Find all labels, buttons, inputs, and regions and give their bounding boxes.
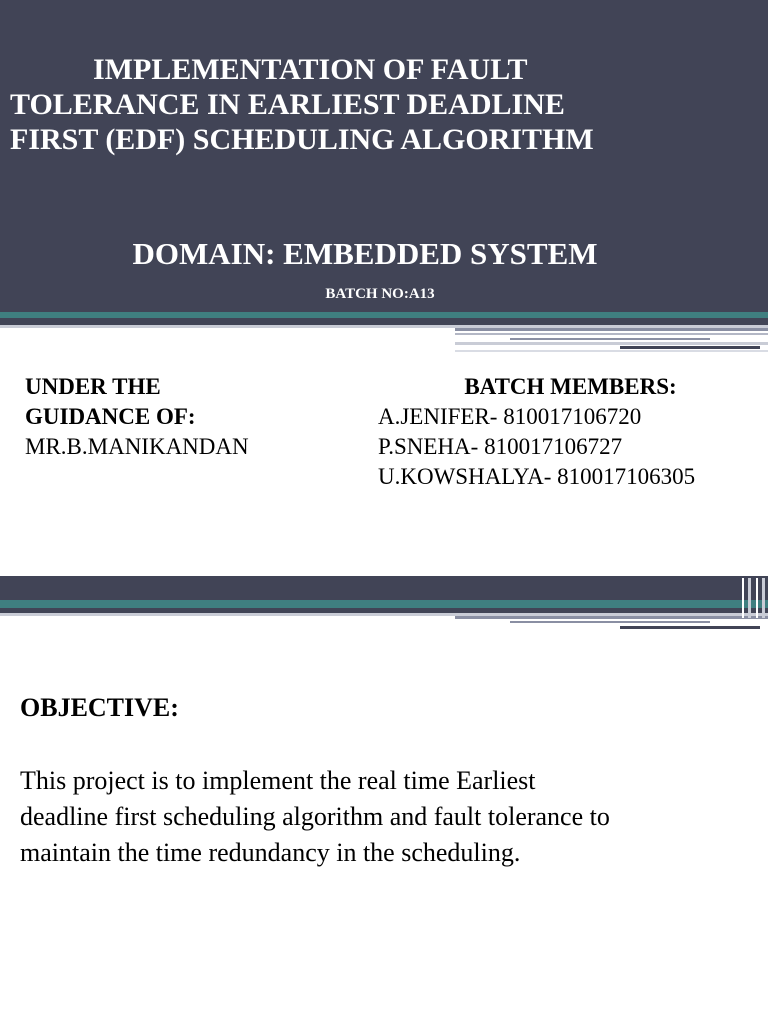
guidance-block bbox=[25, 372, 365, 462]
guide-name: MR.B.MANIKANDAN bbox=[25, 434, 249, 459]
member-item: A.JENIFER- 810017106720 bbox=[378, 404, 642, 429]
guidance-heading-line-2: GUIDANCE OF: bbox=[25, 404, 196, 429]
title-line-1: IMPLEMENTATION OF FAULT bbox=[93, 53, 528, 86]
objective-heading: OBJECTIVE: bbox=[20, 693, 179, 722]
domain-subtitle: DOMAIN: EMBEDDED SYSTEM bbox=[132, 236, 598, 271]
title-line-3: FIRST (EDF) SCHEDULING ALGORITHM bbox=[10, 123, 594, 156]
member-item: P.SNEHA- 810017106727 bbox=[378, 434, 623, 459]
batch-members-heading: BATCH MEMBERS: bbox=[464, 374, 677, 399]
batch-number: BATCH NO:A13 bbox=[325, 286, 435, 302]
title-header-band bbox=[0, 0, 768, 312]
presentation-title bbox=[0, 52, 768, 157]
title-line-2: TOLERANCE IN EARLIEST DEADLINE bbox=[10, 88, 565, 121]
batch-members-block bbox=[378, 372, 763, 492]
objective-text: This project is to implement the real time Earliest deadline first scheduling algorithm and fault tolerance to maintain the time redundancy in the scheduling. bbox=[20, 766, 610, 867]
member-item: U.KOWSHALYA- 810017106305 bbox=[378, 464, 696, 489]
guidance-heading-line-1: UNDER THE bbox=[25, 374, 161, 399]
slide2-header-band bbox=[0, 576, 768, 600]
